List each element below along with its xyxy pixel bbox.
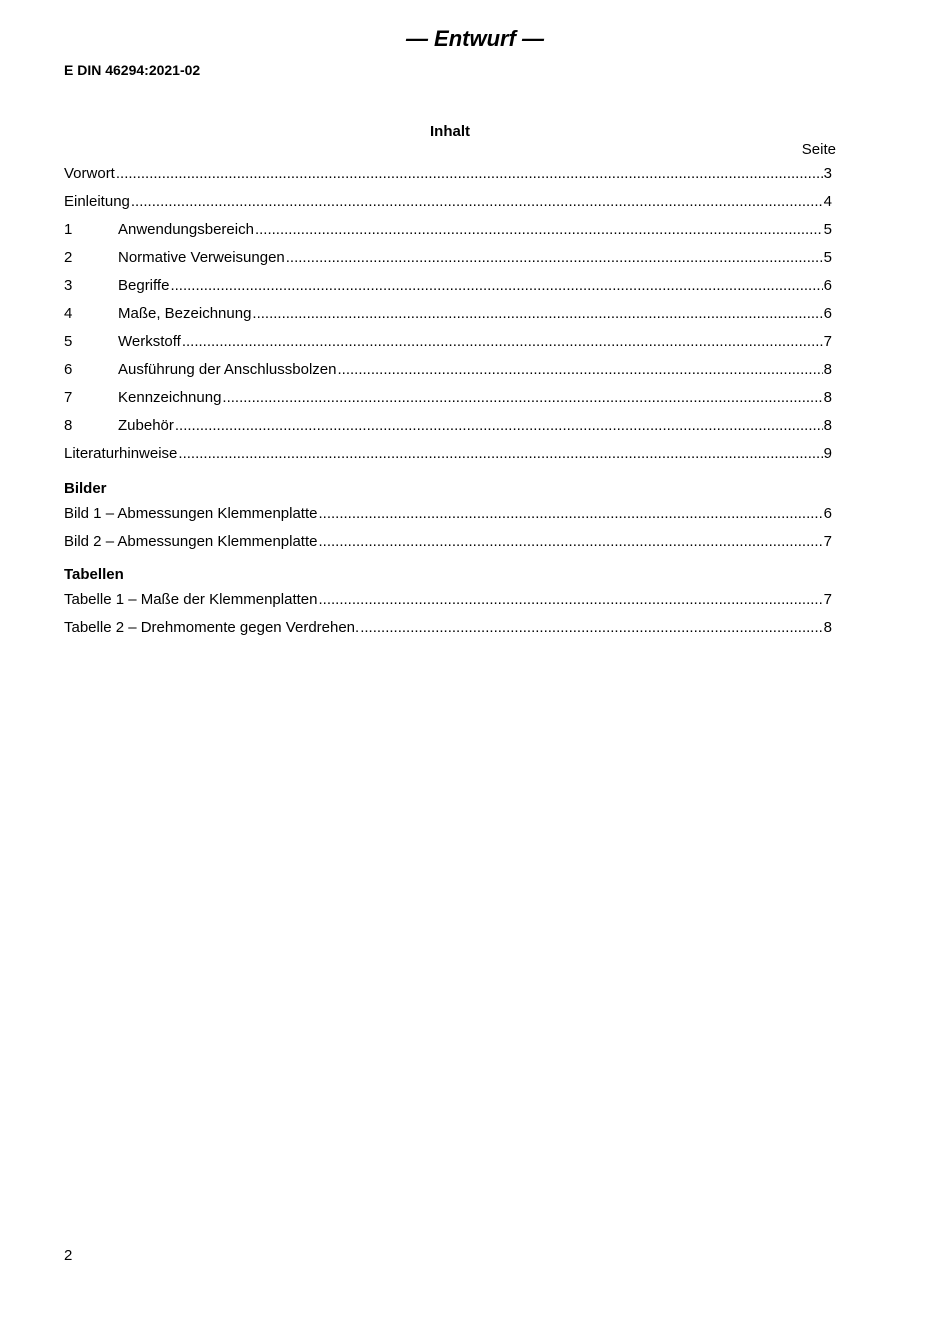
toc-entry-2[interactable] <box>64 244 832 272</box>
toc-entry-label: Normative Verweisungen <box>118 249 285 266</box>
toc-entry-number: 4 <box>64 305 73 322</box>
toc-entry-8[interactable] <box>64 412 832 440</box>
toc-leader <box>286 244 823 272</box>
toc-entry-number: 7 <box>64 389 73 406</box>
toc-entry-label: Einleitung <box>64 193 130 210</box>
toc-entry-number: 1 <box>64 221 73 238</box>
toc-leader <box>170 272 822 300</box>
toc-entry-einleitung[interactable] <box>64 188 832 216</box>
toc-leader <box>318 528 822 556</box>
toc-table-1[interactable] <box>64 586 832 614</box>
page-column-label: Seite <box>801 141 836 158</box>
page-number: 2 <box>64 1247 73 1264</box>
toc-entry-label: Ausführung der Anschlussbolzen <box>118 361 337 378</box>
toc-leader <box>318 500 822 528</box>
toc-leader <box>182 328 823 356</box>
toc-entry-page: 5 <box>823 249 832 266</box>
toc-entry-label: Kennzeichnung <box>118 389 222 406</box>
toc-leader <box>116 160 823 188</box>
toc-leader <box>252 300 822 328</box>
toc-entry-page: 9 <box>823 445 832 462</box>
toc-entry-3[interactable] <box>64 272 832 300</box>
toc-entry-label: Bild 1 – Abmessungen Klemmenplatte <box>64 505 318 522</box>
toc-entry-label: Literaturhinweise <box>64 445 178 462</box>
toc-entry-label: Bild 2 – Abmessungen Klemmenplatte <box>64 533 318 550</box>
tables-heading: Tabellen <box>64 566 124 583</box>
toc-table-2[interactable] <box>64 614 832 642</box>
toc-entry-page: 6 <box>823 505 832 522</box>
toc-entry-page: 6 <box>823 277 832 294</box>
toc-leader <box>175 412 823 440</box>
toc-entry-label: Werkstoff <box>118 333 181 350</box>
toc-entry-label: Vorwort <box>64 165 115 182</box>
toc-entry-number: 5 <box>64 333 73 350</box>
toc-entry-5[interactable] <box>64 328 832 356</box>
toc-entry-page: 8 <box>823 389 832 406</box>
toc-leader <box>337 356 822 384</box>
toc-leader <box>178 440 822 468</box>
toc-entry-page: 8 <box>823 361 832 378</box>
draft-mark: — Entwurf — <box>405 26 545 51</box>
toc-entry-number: 8 <box>64 417 73 434</box>
toc-entry-page: 7 <box>823 333 832 350</box>
toc-entry-number: 6 <box>64 361 73 378</box>
toc-entry-page: 6 <box>823 305 832 322</box>
toc-entry-label: Zubehör <box>118 417 174 434</box>
toc-leader <box>360 614 822 642</box>
toc-leader <box>318 586 822 614</box>
table-of-contents <box>64 160 832 642</box>
toc-entry-page: 3 <box>823 165 832 182</box>
toc-leader <box>131 188 823 216</box>
toc-entry-4[interactable] <box>64 300 832 328</box>
toc-entry-label: Maße, Bezeichnung <box>118 305 252 322</box>
toc-entry-page: 7 <box>823 533 832 550</box>
toc-entry-7[interactable] <box>64 384 832 412</box>
toc-entry-number: 2 <box>64 249 73 266</box>
toc-figure-1[interactable] <box>64 500 832 528</box>
document-id: E DIN 46294:2021-02 <box>64 62 201 78</box>
toc-entry-1[interactable] <box>64 216 832 244</box>
figures-heading: Bilder <box>64 480 107 497</box>
toc-figure-2[interactable] <box>64 528 832 556</box>
toc-entry-label: Begriffe <box>118 277 170 294</box>
toc-entry-page: 5 <box>823 221 832 238</box>
toc-title: Inhalt <box>430 123 470 140</box>
toc-entry-page: 8 <box>823 417 832 434</box>
toc-entry-page: 8 <box>823 619 832 636</box>
toc-entry-6[interactable] <box>64 356 832 384</box>
toc-entry-label: Tabelle 1 – Maße der Klemmenplatten <box>64 591 318 608</box>
toc-entry-number: 3 <box>64 277 73 294</box>
toc-leader <box>222 384 822 412</box>
toc-leader <box>255 216 823 244</box>
toc-entry-vorwort[interactable] <box>64 160 832 188</box>
toc-entry-page: 7 <box>823 591 832 608</box>
toc-entry-page: 4 <box>823 193 832 210</box>
toc-entry-label: Tabelle 2 – Drehmomente gegen Verdrehen. <box>64 619 360 636</box>
toc-entry-literaturhinweise[interactable] <box>64 440 832 468</box>
toc-entry-label: Anwendungsbereich <box>118 221 254 238</box>
